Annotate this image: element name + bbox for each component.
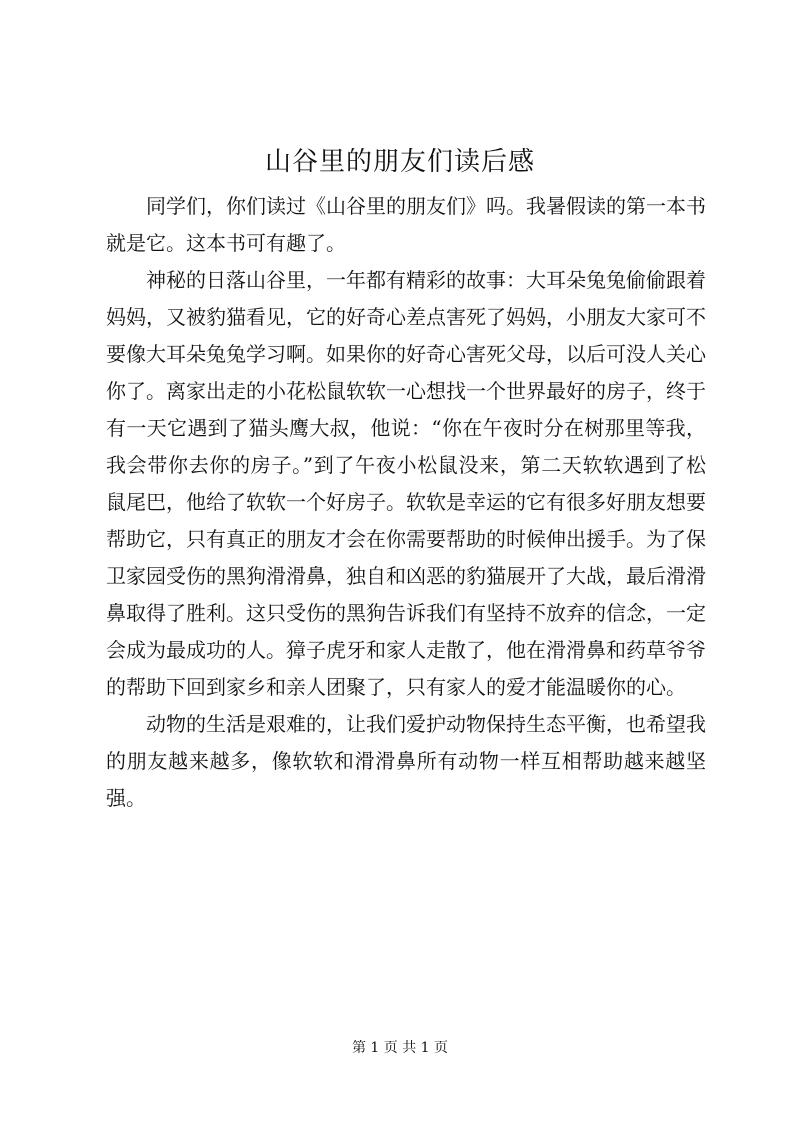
paragraph-intro: 同学们，你们读过《山谷里的朋友们》吗。我暑假读的第一本书就是它。这本书可有趣了。 [106, 194, 706, 255]
page-title: 山谷里的朋友们读后感 [264, 147, 535, 177]
paragraph-conclusion: 动物的生活是艰难的，让我们爱护动物保持生态平衡，也希望我的朋友越来越多，像软软和滑滑鼻所有动物一样互相帮助越来越坚强。 [106, 712, 706, 810]
paragraph-story: 神秘的日落山谷里，一年都有精彩的故事：大耳朵兔兔偷偷跟着妈妈，又被豹猫看见，它的好奇心差点害死了妈妈，小朋友大家可不要像大耳朵兔兔学习啊。如果你的好奇心害死父母，以后可没人关心你了。离家出走的小花松鼠软软一心想找一个世界最好的房子，终于有一天它遇到了猫头鹰大叔，他说：“你在午夜时分在树那里等我，我会带你去你的房子。”到了午夜小松鼠没来，第二天软软遇到了松鼠尾巴，他给了软软一个好房子。软软是幸运的它有很多好朋友想要帮助它，只有真正的朋友才会在你需要帮助的时候伸出援手。为了保卫家园受伤的黑狗滑滑鼻，独自和凶恶的豹猫展开了大战，最后滑滑鼻取得了胜利。这只受伤的黑狗告诉我们有坚持不放弃的信念，一定会成为最成功的人。獐子虎牙和家人走散了，他在滑滑鼻和药草爷爷的帮助下回到家乡和亲人团聚了，只有家人的爱才能温暖你的心。 [106, 268, 706, 699]
document-body [106, 188, 706, 817]
page-footer: 第 1 页 共 1 页 [351, 1040, 449, 1056]
